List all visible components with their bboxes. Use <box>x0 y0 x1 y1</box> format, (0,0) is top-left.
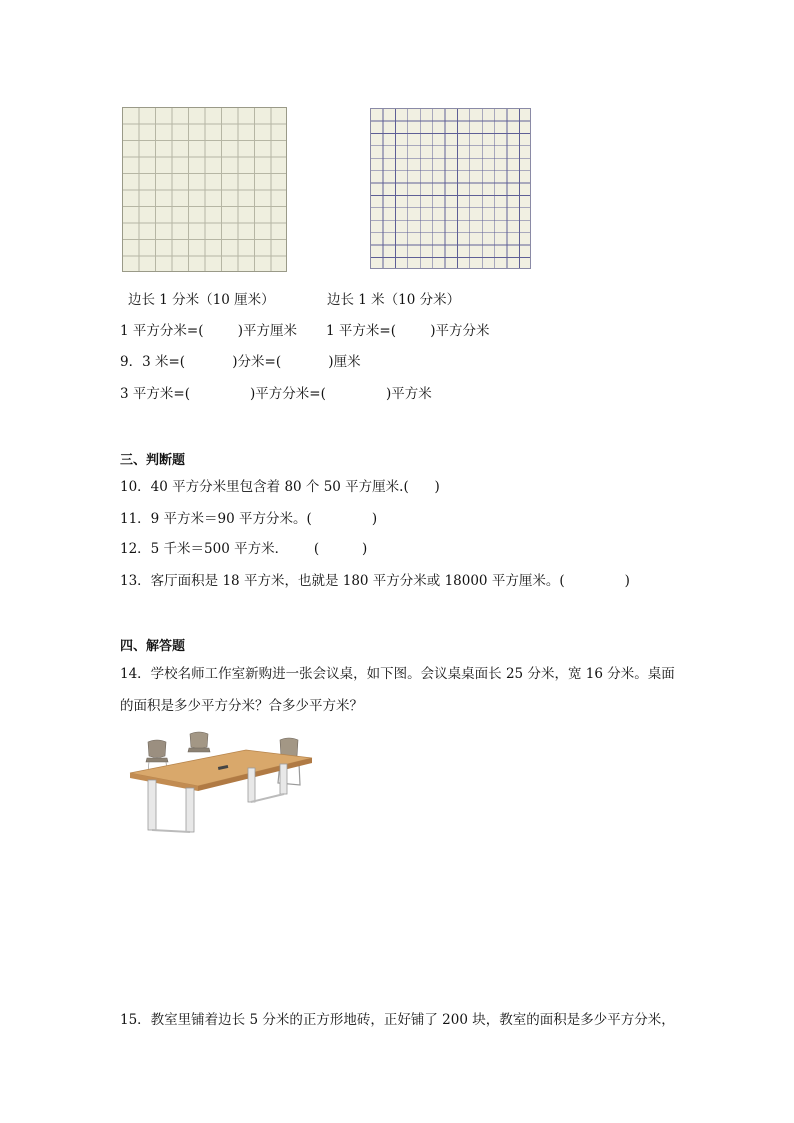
question-13: 13．客厅面积是 18 平方米，也就是 180 平方分米或 18000 平方厘米。( ) <box>120 573 630 589</box>
question-9: 9．3 米=( )分米=( )厘米 <box>120 354 361 370</box>
question-14-line-1: 14．学校名师工作室新购进一张会议桌，如下图。会议桌桌面长 25 分米，宽 16 分米。桌面 <box>120 666 675 682</box>
question-11: 11．9 平方米＝90 平方分米。( ) <box>120 511 378 527</box>
caption-right: 边长 1 米（10 分米） <box>327 292 461 308</box>
caption-left: 边长 1 分米（10 厘米） <box>128 292 275 308</box>
conference-table-image <box>128 728 314 834</box>
question-15: 15．教室里铺着边长 5 分米的正方形地砖，正好铺了 200 块，教室的面积是多少平方分米， <box>120 1012 675 1028</box>
question-14-line-2: 的面积是多少平方分米？合多少平方米？ <box>120 698 363 714</box>
chair-middle <box>188 732 210 752</box>
question-10: 10．40 平方分米里包含着 80 个 50 平方厘米.( ) <box>120 479 440 495</box>
blank-line-1a: 1 平方分米=( )平方厘米 <box>120 323 298 339</box>
blank-line-1b: 1 平方米=( )平方分米 <box>326 323 490 339</box>
question-12: 12．5 千米＝500 平方米． ( ) <box>120 541 368 557</box>
section-4-heading: 四、解答题 <box>120 639 186 654</box>
square-decimeter-grid <box>122 107 287 272</box>
section-3-heading: 三、判断题 <box>120 453 186 468</box>
question-9b: 3 平方米=( )平方分米=( )平方米 <box>120 386 432 402</box>
square-meter-grid <box>370 108 531 269</box>
